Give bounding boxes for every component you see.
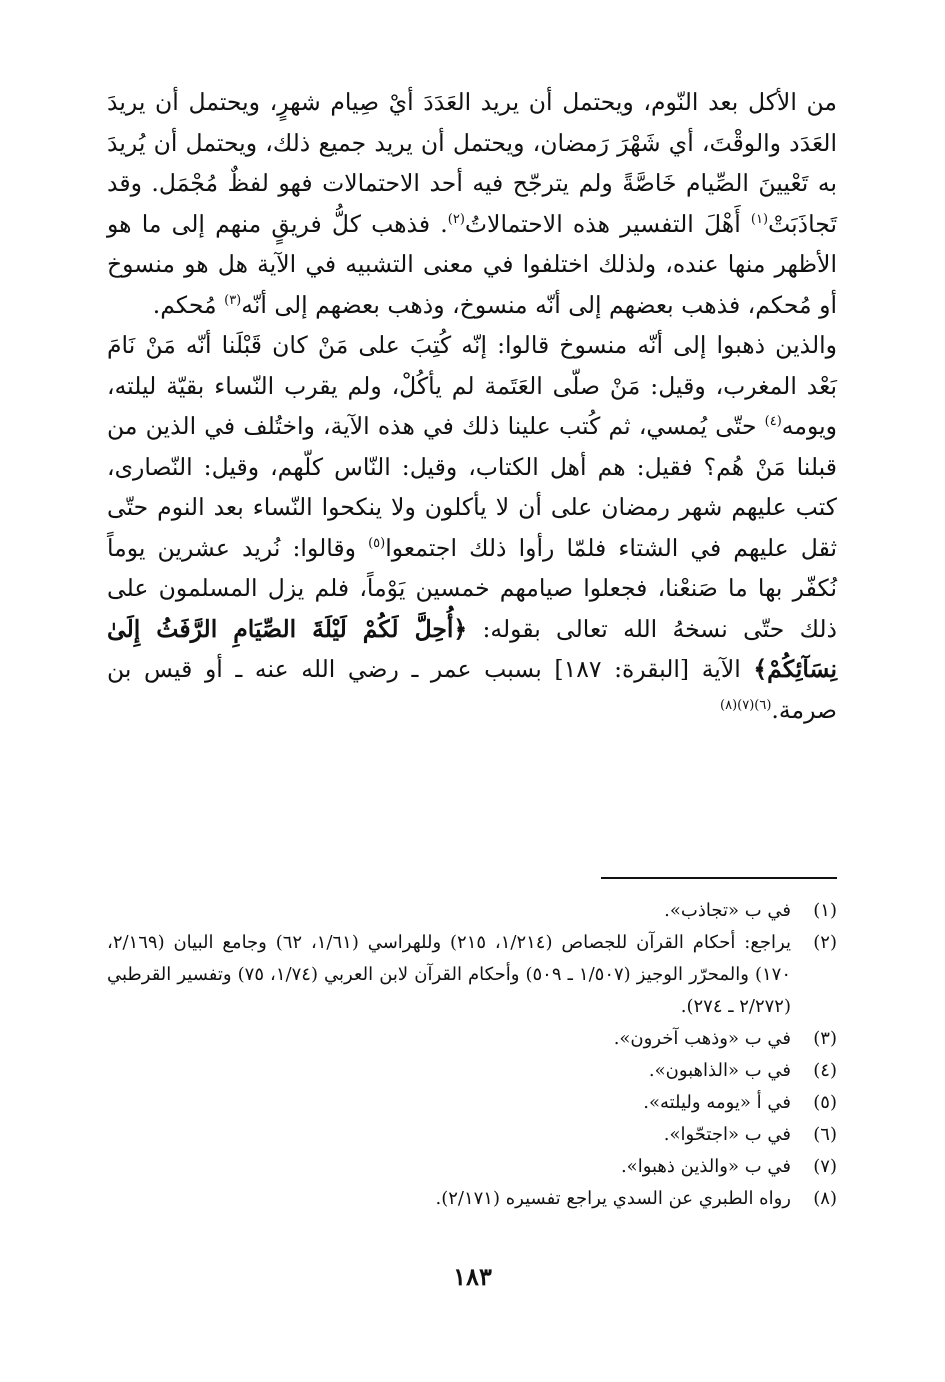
footnote-item — [107, 1087, 837, 1119]
text-span: الآية [البقرة: ١٨٧] بسبب عمر ـ رضي الله عنه ـ أو قيس بن صرمة. — [107, 655, 837, 724]
footnote-text: رواه الطبري عن السدي يراجع تفسيره (٢/١٧١). — [435, 1188, 791, 1209]
quran-verse: ﴿أُحِلَّ لَكُمْ لَيْلَةَ الصِّيَامِ الرَّفَثُ إِلَىٰ نِسَآئِكُمْ﴾ — [107, 614, 837, 683]
text-span: أَهْلَ التفسير هذه الاحتمالاتُ — [464, 209, 751, 238]
footnote-ref-5[interactable]: (٥) — [368, 535, 386, 551]
footnote-ref-2[interactable]: (٢) — [447, 211, 465, 227]
text-span: مُحكم. — [152, 290, 225, 319]
footnote-item — [107, 1183, 837, 1215]
footnote-number: (٣) — [813, 1028, 837, 1049]
footnote-refs-6-7-8[interactable]: (٦)(٧)(٨) — [720, 697, 772, 713]
footnote-separator — [601, 877, 837, 879]
footnote-text: في ب «اجتحّوا». — [663, 1124, 791, 1145]
footnote-item — [107, 1023, 837, 1055]
text-span: حتّى يُمسي، ثم كُتب علينا ذلك في هذه الآية، واختُلف في الذين من قبلنا مَنْ هُم؟ فقيل: هم أهل الكتاب، وقيل: النّاس كلّهم، وقيل: النّصارى، كتب عليهم شهر رمضان على أن لا يأكلون ولا ينكحوا النّساء بعد النوم حتّى ثقل عليهم في الشتاء فلمّا رأوا ذلك اجتمعوا — [107, 412, 837, 562]
footnote-ref-3[interactable]: (٣) — [224, 292, 242, 308]
paragraph-1 — [107, 82, 837, 325]
text-span: والذين ذهبوا إلى أنّه منسوخ قالوا: إنّه كُتِبَ على مَنْ كان قَبْلَنا أنّه مَنْ نَامَ بَعْد المغرب، وقيل: مَنْ صلّى العَتَمة لم يأكُلْ، ولم يقرب النّساء بقيّة ليلته، ويومه — [107, 331, 837, 440]
footnote-text: يراجع: أحكام القرآن للجصاص (١/٢١٤، ٢١٥) وللهراسي (١/٦١، ٦٢) وجامع البيان (٢/١٦٩، ١٧٠) والمحرّر الوجيز (١/٥٠٧ ـ ٥٠٩) وأحكام القرآن لابن العربي (١/٧٤، ٧٥) وتفسير القرطبي (٢/٢٧٢ ـ ٢٧٤). — [107, 932, 792, 1017]
footnote-text: في أ «يومه وليلته». — [643, 1092, 791, 1113]
text-span: . فذهب كلُّ فريقٍ منهم إلى ما هو الأظهر منها عنده، ولذلك اختلفوا في معنى التشبيه في الآية هل هو منسوخ أو مُحكم، فذهب بعضهم إلى أنّه منسوخ، وذهب بعضهم إلى أنّه — [107, 209, 837, 319]
footnote-item — [107, 1119, 837, 1151]
footnote-ref-1[interactable]: (١) — [750, 211, 769, 227]
footnote-text: في ب «تجاذب». — [664, 900, 791, 921]
footnote-number: (٥) — [813, 1092, 837, 1113]
footnote-number: (٦) — [813, 1124, 837, 1145]
footnote-text: في ب «وذهب آخرون». — [613, 1028, 791, 1049]
footnote-item — [107, 1151, 837, 1183]
footnote-item — [107, 1055, 837, 1087]
footnote-number: (٢) — [813, 932, 837, 953]
footnote-item — [107, 895, 837, 927]
footnotes-list — [107, 895, 837, 1215]
footnote-number: (٧) — [813, 1156, 837, 1177]
footnote-number: (٨) — [813, 1188, 837, 1209]
footnote-ref-4[interactable]: (٤) — [764, 414, 782, 430]
main-text-block — [107, 82, 837, 730]
footnote-number: (٤) — [813, 1060, 837, 1081]
footnote-text: في ب «والذين ذهبوا». — [620, 1156, 791, 1177]
footnote-item — [107, 927, 837, 1023]
paragraph-2 — [107, 325, 837, 730]
text-span: من الأكل بعد النّوم، ويحتمل أن يريد العَدَدَ أيْ صِيام شهرٍ، ويحتمل أن يريدَ العَدَد والوقْتَ، أي شَهْرَ رَمضان، ويحتمل أن يريد جميع ذلك، ويحتمل أن يُريدَ به تَعْيينَ الصِّيام خَاصَّةً ولم يترجّح فيه أحد الاحتمالات فهو لفظٌ مُجْمَل. وقد تَجاذَبَتْ — [107, 88, 837, 238]
footnote-number: (١) — [813, 900, 837, 921]
text-span: وقالوا: نُريد عشرين يوماً نُكفّر بها ما صَنعْنا، فجعلوا صيامهم خمسين يَوْماً، فلم يزل المسلمون على ذلك حتّى نسخهُ الله تعالى بقوله: — [107, 533, 837, 643]
footnote-text: في ب «الذاهبون». — [648, 1060, 791, 1081]
page-number: ١٨٣ — [453, 1262, 492, 1291]
